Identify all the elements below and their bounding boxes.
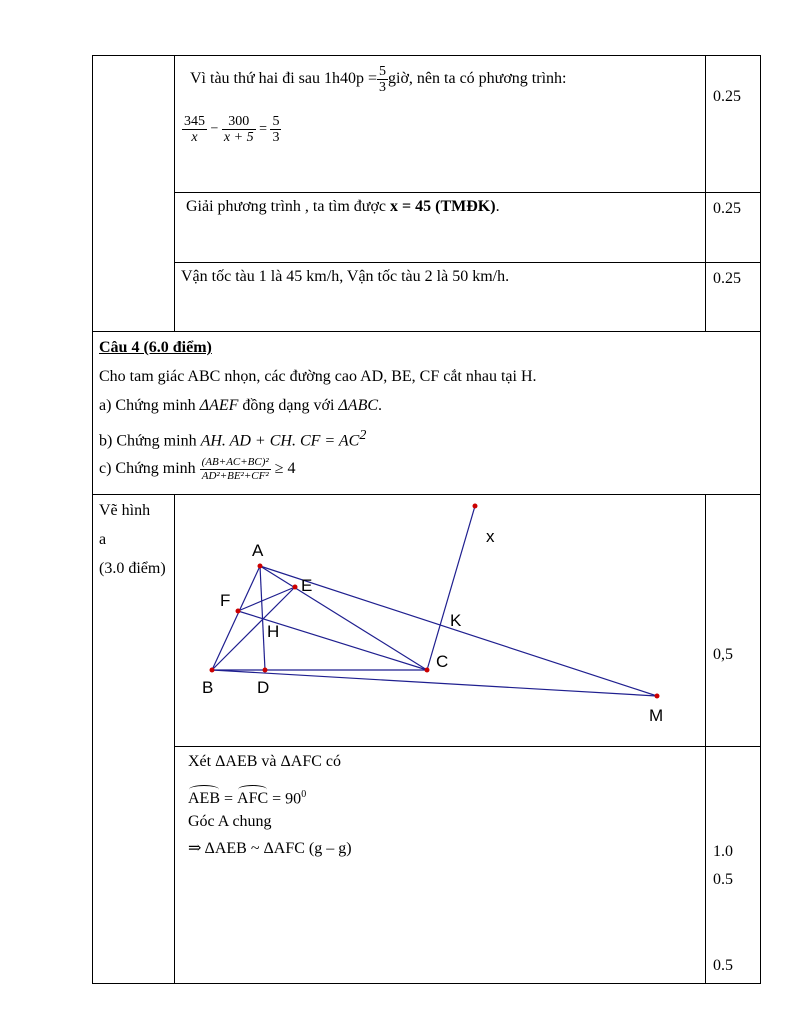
figure-label-1: Vẽ hình — [99, 502, 151, 519]
question-part-a — [99, 397, 382, 415]
row2-result: x = 45 (TMĐK) — [390, 198, 496, 215]
row2-text-after: . — [495, 198, 500, 215]
equals-sign: = — [259, 121, 267, 137]
row1-text-before: Vì tàu thứ hai đi sau 1h40p = — [190, 70, 378, 88]
row2-score: 0.25 — [713, 200, 741, 217]
part-a-math2: ΔABC — [338, 397, 379, 414]
angle-value: = 90 — [268, 790, 302, 808]
figure-score: 0,5 — [713, 646, 733, 663]
proof-line-1: Xét ΔAEB và ΔAFC có — [188, 753, 342, 770]
row2-text — [186, 198, 500, 216]
equals-sign: = — [220, 790, 238, 808]
part-a-suffix: . — [378, 397, 383, 414]
proof-line-2 — [188, 786, 306, 808]
question-part-c — [99, 455, 295, 483]
col-divider-left-top — [174, 55, 175, 331]
question-part-b — [99, 427, 366, 450]
label-K: K — [450, 611, 462, 630]
fraction-denominator: 3 — [272, 130, 280, 145]
row-divider — [174, 192, 761, 193]
part-c-inequality: ≥ 4 — [274, 460, 296, 477]
angle-AFC: AFC — [237, 790, 269, 808]
part-c-fraction — [200, 456, 271, 483]
degree-sup: 0 — [301, 789, 307, 800]
label-M: M — [649, 706, 664, 725]
fraction-numerator: 5 — [272, 114, 280, 129]
proof-line-4: ⇒ ΔAEB ~ ΔAFC (g – g) — [188, 840, 352, 857]
row1-text — [190, 64, 566, 95]
eq-fraction-2 — [222, 114, 256, 145]
proof-score-1: 1.0 — [713, 843, 733, 860]
col-divider-left-bottom — [174, 494, 175, 984]
row1-equation — [182, 114, 281, 145]
proof-score-2: 0.5 — [713, 871, 733, 888]
part-a-mid: đồng dạng với — [238, 397, 339, 414]
label-C: C — [436, 652, 449, 671]
row-divider — [92, 331, 761, 332]
fraction-numerator: 300 — [222, 114, 256, 130]
label-E: E — [301, 576, 313, 595]
col-divider-right-top — [705, 55, 706, 331]
fraction-denominator: x + 5 — [223, 130, 254, 145]
row-divider — [174, 746, 761, 747]
row1-score: 0.25 — [713, 88, 741, 105]
part-c-prefix: c) Chứng minh — [99, 460, 200, 477]
part-b-math: AH. AD + CH. CF = AC — [200, 432, 360, 450]
fraction-numerator: 345 — [184, 114, 205, 129]
figure-label-2: a — [99, 531, 107, 548]
row1-text-after: giờ, nên ta có phương trình: — [388, 70, 567, 88]
row-divider — [174, 262, 761, 263]
proof-score-3: 0.5 — [713, 957, 733, 974]
eq-fraction-1 — [182, 114, 207, 145]
row3-text: Vận tốc tàu 1 là 45 km/h, Vận tốc tàu 2 là 50 km/h. — [181, 268, 510, 285]
fraction-denominator: AD²+BE²+CF² — [201, 469, 269, 482]
figure-label-3: (3.0 điểm) — [99, 560, 166, 577]
label-F: F — [220, 591, 231, 610]
part-a-math1: ΔAEF — [199, 397, 239, 414]
proof-line-3: Góc A chung — [188, 813, 272, 830]
row1-fraction — [377, 64, 388, 95]
fraction-numerator: 5 — [379, 64, 387, 79]
part-b-prefix: b) Chứng minh — [99, 432, 201, 450]
row-divider — [92, 494, 761, 495]
part-b-sup: 2 — [359, 428, 367, 443]
label-B: B — [202, 678, 214, 697]
minus-sign: − — [210, 121, 219, 137]
angle-AEB: AEB — [188, 790, 220, 808]
fraction-denominator: x — [191, 130, 198, 145]
col-divider-right-bottom — [705, 494, 706, 984]
label-A: A — [252, 541, 264, 560]
label-D: D — [257, 678, 270, 697]
eq-fraction-3 — [270, 114, 281, 145]
question-intro: Cho tam giác ABC nhọn, các đường cao AD, BE, CF cắt nhau tại H. — [99, 368, 537, 385]
fraction-denominator: 3 — [379, 80, 387, 95]
row3-score: 0.25 — [713, 270, 741, 287]
row2-text-before: Giải phương trình , ta tìm được — [186, 198, 391, 215]
label-x: x — [486, 527, 495, 546]
label-H: H — [267, 622, 280, 641]
question-title-text: Câu 4 (6.0 điểm) — [99, 339, 212, 356]
part-a-prefix: a) Chứng minh — [99, 397, 200, 414]
fraction-numerator: (AB+AC+BC)² — [201, 455, 269, 468]
question-title — [99, 339, 212, 357]
